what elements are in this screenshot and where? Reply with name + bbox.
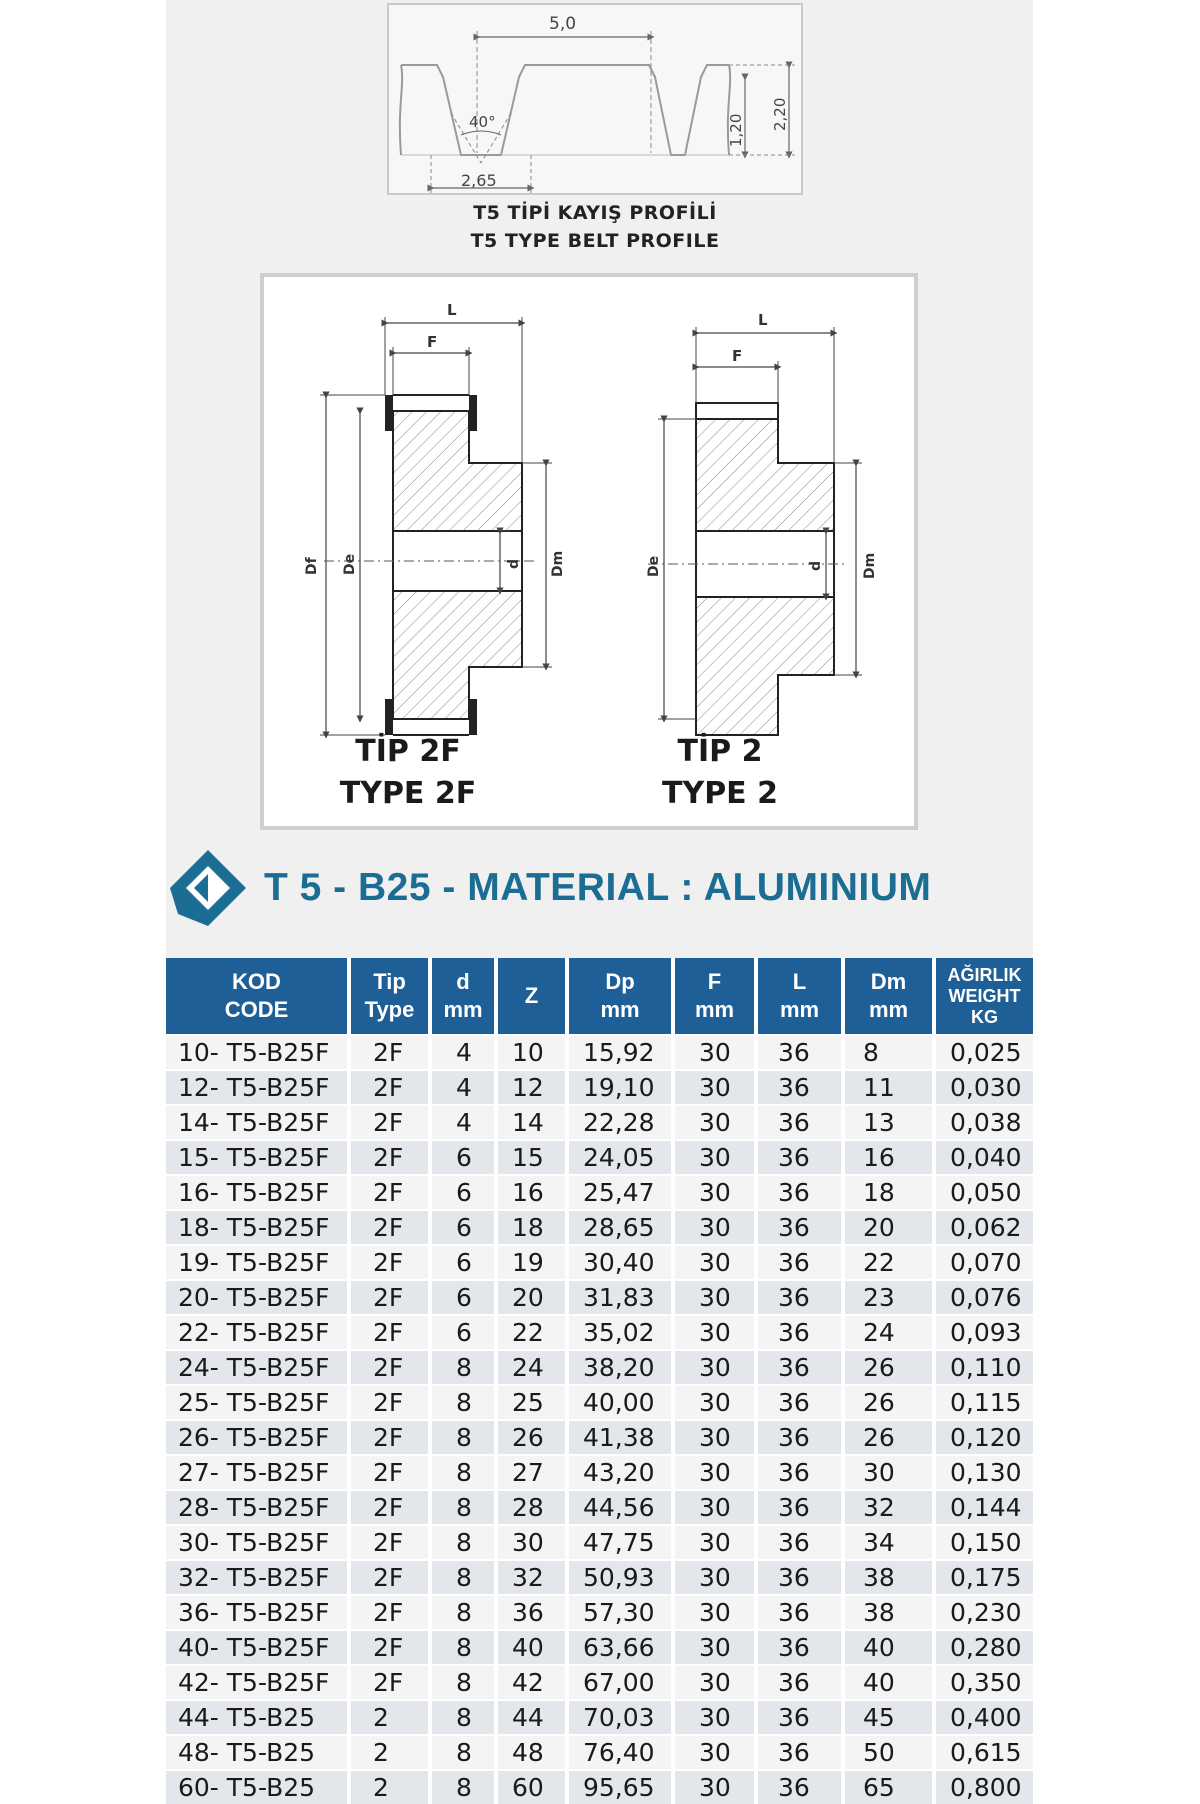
cell-dp: 31,83 <box>567 1280 673 1315</box>
cell-type: 2F <box>349 1630 430 1665</box>
type-2f-caption <box>298 731 518 815</box>
table-row <box>166 1525 1033 1560</box>
cell-dm: 45 <box>843 1700 934 1735</box>
cell-dm: 26 <box>843 1385 934 1420</box>
table-body <box>166 1035 1033 1804</box>
cell-code: 28- T5-B25F <box>166 1490 349 1525</box>
cell-dm: 20 <box>843 1210 934 1245</box>
cell-weight: 0,400 <box>934 1700 1033 1735</box>
cell-d: 6 <box>430 1140 496 1175</box>
cell-code: 44- T5-B25 <box>166 1700 349 1735</box>
type-2f-de-label: De <box>342 553 358 575</box>
type-2f-l-label: L <box>447 301 457 319</box>
cell-code: 48- T5-B25 <box>166 1735 349 1770</box>
cell-f: 30 <box>673 1735 756 1770</box>
cell-code: 20- T5-B25F <box>166 1280 349 1315</box>
cell-weight: 0,615 <box>934 1735 1033 1770</box>
pulley-drawing-box <box>260 273 918 830</box>
cell-d: 8 <box>430 1770 496 1804</box>
cell-code: 32- T5-B25F <box>166 1560 349 1595</box>
cell-dm: 40 <box>843 1630 934 1665</box>
cell-type: 2F <box>349 1070 430 1105</box>
cell-d: 8 <box>430 1735 496 1770</box>
cell-code: 25- T5-B25F <box>166 1385 349 1420</box>
cell-dp: 25,47 <box>567 1175 673 1210</box>
belt-caption-en: T5 TYPE BELT PROFILE <box>470 230 720 252</box>
table-row <box>166 1490 1033 1525</box>
cell-type: 2F <box>349 1560 430 1595</box>
total-height-label: 2,20 <box>771 97 789 131</box>
page-title: T 5 - B25 - MATERIAL : ALUMINIUM <box>264 866 932 909</box>
cell-weight: 0,115 <box>934 1385 1033 1420</box>
cell-dp: 35,02 <box>567 1315 673 1350</box>
cell-weight: 0,350 <box>934 1665 1033 1700</box>
cell-weight: 0,050 <box>934 1175 1033 1210</box>
cell-dm: 26 <box>843 1350 934 1385</box>
type-2-drawing <box>646 311 878 735</box>
cell-z: 16 <box>496 1175 567 1210</box>
cell-z: 28 <box>496 1490 567 1525</box>
cell-type: 2F <box>349 1280 430 1315</box>
cell-d: 8 <box>430 1700 496 1735</box>
type-2f-en: TYPE 2F <box>339 776 477 811</box>
cell-f: 30 <box>673 1490 756 1525</box>
table-row <box>166 1140 1033 1175</box>
cell-z: 25 <box>496 1385 567 1420</box>
cell-z: 18 <box>496 1210 567 1245</box>
cell-dm: 30 <box>843 1455 934 1490</box>
cell-z: 44 <box>496 1700 567 1735</box>
cell-dp: 40,00 <box>567 1385 673 1420</box>
cell-f: 30 <box>673 1105 756 1140</box>
cell-dm: 50 <box>843 1735 934 1770</box>
cell-type: 2 <box>349 1735 430 1770</box>
cell-type: 2F <box>349 1455 430 1490</box>
cell-d: 8 <box>430 1385 496 1420</box>
cell-l: 36 <box>756 1245 843 1280</box>
cell-dm: 40 <box>843 1665 934 1700</box>
cell-weight: 0,038 <box>934 1105 1033 1140</box>
tooth-height-label: 1,20 <box>727 113 745 147</box>
cell-f: 30 <box>673 1630 756 1665</box>
cell-d: 6 <box>430 1280 496 1315</box>
cell-l: 36 <box>756 1280 843 1315</box>
cell-l: 36 <box>756 1595 843 1630</box>
cell-weight: 0,150 <box>934 1525 1033 1560</box>
cell-l: 36 <box>756 1560 843 1595</box>
cell-z: 36 <box>496 1595 567 1630</box>
cell-weight: 0,130 <box>934 1455 1033 1490</box>
cell-dp: 67,00 <box>567 1665 673 1700</box>
cell-d: 6 <box>430 1175 496 1210</box>
col-header-dm: Dm mm <box>843 958 934 1035</box>
cell-weight: 0,040 <box>934 1140 1033 1175</box>
cell-d: 8 <box>430 1525 496 1560</box>
cell-code: 60- T5-B25 <box>166 1770 349 1804</box>
cell-d: 4 <box>430 1105 496 1140</box>
cell-dp: 50,93 <box>567 1560 673 1595</box>
table-row <box>166 1035 1033 1070</box>
cell-d: 4 <box>430 1070 496 1105</box>
cell-type: 2 <box>349 1700 430 1735</box>
table-row <box>166 1280 1033 1315</box>
table-row <box>166 1315 1033 1350</box>
table-row <box>166 1105 1033 1140</box>
type-2f-tr: TİP 2F <box>355 734 461 769</box>
cell-l: 36 <box>756 1630 843 1665</box>
cell-d: 8 <box>430 1490 496 1525</box>
cell-code: 22- T5-B25F <box>166 1315 349 1350</box>
cell-z: 24 <box>496 1350 567 1385</box>
cell-dp: 47,75 <box>567 1525 673 1560</box>
cell-dp: 63,66 <box>567 1630 673 1665</box>
cell-dp: 44,56 <box>567 1490 673 1525</box>
cell-l: 36 <box>756 1140 843 1175</box>
cell-d: 8 <box>430 1665 496 1700</box>
type-2-f-label: F <box>732 347 743 365</box>
table-row <box>166 1350 1033 1385</box>
cell-z: 10 <box>496 1035 567 1070</box>
col-header-l: L mm <box>756 958 843 1035</box>
cell-dp: 95,65 <box>567 1770 673 1804</box>
cell-code: 27- T5-B25F <box>166 1455 349 1490</box>
cell-code: 10- T5-B25F <box>166 1035 349 1070</box>
cell-d: 4 <box>430 1035 496 1070</box>
cell-weight: 0,062 <box>934 1210 1033 1245</box>
type-2-l-label: L <box>758 311 768 329</box>
col-header-weight: AĞIRLIK WEIGHT KG <box>934 958 1033 1035</box>
cell-f: 30 <box>673 1525 756 1560</box>
cell-f: 30 <box>673 1420 756 1455</box>
cell-type: 2F <box>349 1665 430 1700</box>
tooth-width-label: 2,65 <box>461 171 497 190</box>
cell-type: 2F <box>349 1420 430 1455</box>
cell-weight: 0,070 <box>934 1245 1033 1280</box>
cell-code: 14- T5-B25F <box>166 1105 349 1140</box>
cell-type: 2F <box>349 1245 430 1280</box>
cell-type: 2F <box>349 1035 430 1070</box>
cell-code: 42- T5-B25F <box>166 1665 349 1700</box>
cell-z: 48 <box>496 1735 567 1770</box>
cell-code: 15- T5-B25F <box>166 1140 349 1175</box>
cell-weight: 0,025 <box>934 1035 1033 1070</box>
cell-z: 30 <box>496 1525 567 1560</box>
belt-caption-tr: T5 TİPİ KAYIŞ PROFİLİ <box>473 202 717 224</box>
cell-d: 8 <box>430 1455 496 1490</box>
col-header-dp: Dp mm <box>567 958 673 1035</box>
cell-dm: 23 <box>843 1280 934 1315</box>
cell-f: 30 <box>673 1770 756 1804</box>
cell-dp: 28,65 <box>567 1210 673 1245</box>
type-2f-d-label: d <box>506 558 522 569</box>
cell-dm: 22 <box>843 1245 934 1280</box>
cell-dm: 11 <box>843 1070 934 1105</box>
col-header-d: d mm <box>430 958 496 1035</box>
cell-l: 36 <box>756 1455 843 1490</box>
cell-l: 36 <box>756 1070 843 1105</box>
cell-f: 30 <box>673 1245 756 1280</box>
cell-weight: 0,110 <box>934 1350 1033 1385</box>
catalog-page <box>166 0 1033 1800</box>
cell-z: 15 <box>496 1140 567 1175</box>
cell-code: 40- T5-B25F <box>166 1630 349 1665</box>
cell-dp: 43,20 <box>567 1455 673 1490</box>
cell-z: 12 <box>496 1070 567 1105</box>
cell-type: 2F <box>349 1350 430 1385</box>
cell-type: 2F <box>349 1105 430 1140</box>
cell-dm: 16 <box>843 1140 934 1175</box>
cell-dp: 30,40 <box>567 1245 673 1280</box>
angle-label: 40° <box>469 113 496 131</box>
belt-profile-svg <box>389 5 805 197</box>
cell-code: 36- T5-B25F <box>166 1595 349 1630</box>
col-header-f: F mm <box>673 958 756 1035</box>
table-header-row <box>166 958 1033 1035</box>
cell-d: 8 <box>430 1630 496 1665</box>
table-row <box>166 1420 1033 1455</box>
cell-z: 19 <box>496 1245 567 1280</box>
cell-type: 2F <box>349 1595 430 1630</box>
cell-type: 2F <box>349 1385 430 1420</box>
cell-f: 30 <box>673 1560 756 1595</box>
cell-l: 36 <box>756 1175 843 1210</box>
cell-l: 36 <box>756 1315 843 1350</box>
cell-d: 6 <box>430 1245 496 1280</box>
cell-code: 30- T5-B25F <box>166 1525 349 1560</box>
cell-dm: 38 <box>843 1595 934 1630</box>
cell-l: 36 <box>756 1525 843 1560</box>
cell-weight: 0,175 <box>934 1560 1033 1595</box>
cell-code: 26- T5-B25F <box>166 1420 349 1455</box>
table-row <box>166 1175 1033 1210</box>
pitch-label: 5,0 <box>549 14 577 34</box>
cell-weight: 0,120 <box>934 1420 1033 1455</box>
cell-f: 30 <box>673 1595 756 1630</box>
cell-z: 27 <box>496 1455 567 1490</box>
cell-dp: 15,92 <box>567 1035 673 1070</box>
cell-z: 14 <box>496 1105 567 1140</box>
cell-dm: 38 <box>843 1560 934 1595</box>
cell-l: 36 <box>756 1735 843 1770</box>
cell-l: 36 <box>756 1035 843 1070</box>
cell-l: 36 <box>756 1210 843 1245</box>
cell-z: 26 <box>496 1420 567 1455</box>
cell-z: 60 <box>496 1770 567 1804</box>
type-2f-drawing <box>304 301 566 735</box>
cell-dm: 32 <box>843 1490 934 1525</box>
cell-dp: 22,28 <box>567 1105 673 1140</box>
cell-l: 36 <box>756 1420 843 1455</box>
cell-z: 40 <box>496 1630 567 1665</box>
cell-code: 19- T5-B25F <box>166 1245 349 1280</box>
cell-l: 36 <box>756 1665 843 1700</box>
cell-z: 42 <box>496 1665 567 1700</box>
type-2-dm-label: Dm <box>862 552 878 579</box>
table-row <box>166 1595 1033 1630</box>
table-row <box>166 1385 1033 1420</box>
cell-dm: 34 <box>843 1525 934 1560</box>
cell-weight: 0,280 <box>934 1630 1033 1665</box>
cell-f: 30 <box>673 1175 756 1210</box>
table-row <box>166 1735 1033 1770</box>
cell-f: 30 <box>673 1455 756 1490</box>
cell-weight: 0,230 <box>934 1595 1033 1630</box>
table-row <box>166 1560 1033 1595</box>
cell-dp: 76,40 <box>567 1735 673 1770</box>
cell-d: 8 <box>430 1595 496 1630</box>
cell-weight: 0,093 <box>934 1315 1033 1350</box>
cell-l: 36 <box>756 1700 843 1735</box>
cell-weight: 0,144 <box>934 1490 1033 1525</box>
cell-f: 30 <box>673 1385 756 1420</box>
cell-code: 16- T5-B25F <box>166 1175 349 1210</box>
cell-l: 36 <box>756 1490 843 1525</box>
col-header-code: KOD CODE <box>166 958 349 1035</box>
cell-d: 8 <box>430 1350 496 1385</box>
type-2f-f-label: F <box>427 333 438 351</box>
cell-l: 36 <box>756 1105 843 1140</box>
cell-dp: 70,03 <box>567 1700 673 1735</box>
cell-z: 20 <box>496 1280 567 1315</box>
cell-type: 2F <box>349 1525 430 1560</box>
cell-weight: 0,800 <box>934 1770 1033 1804</box>
cell-d: 8 <box>430 1420 496 1455</box>
cell-l: 36 <box>756 1770 843 1804</box>
cell-type: 2F <box>349 1210 430 1245</box>
cell-f: 30 <box>673 1070 756 1105</box>
cell-f: 30 <box>673 1665 756 1700</box>
cell-d: 6 <box>430 1315 496 1350</box>
cell-f: 30 <box>673 1700 756 1735</box>
table-row <box>166 1700 1033 1735</box>
cell-z: 32 <box>496 1560 567 1595</box>
cell-dm: 26 <box>843 1420 934 1455</box>
cell-weight: 0,030 <box>934 1070 1033 1105</box>
cell-f: 30 <box>673 1315 756 1350</box>
cell-f: 30 <box>673 1140 756 1175</box>
cell-type: 2F <box>349 1175 430 1210</box>
cell-d: 8 <box>430 1560 496 1595</box>
type-2f-dm-label: Dm <box>550 550 566 577</box>
cell-l: 36 <box>756 1350 843 1385</box>
cell-d: 6 <box>430 1210 496 1245</box>
type-2-tr: TİP 2 <box>677 734 763 769</box>
cell-f: 30 <box>673 1210 756 1245</box>
cell-f: 30 <box>673 1280 756 1315</box>
cell-type: 2 <box>349 1770 430 1804</box>
cell-code: 12- T5-B25F <box>166 1070 349 1105</box>
col-header-type: Tip Type <box>349 958 430 1035</box>
cell-type: 2F <box>349 1140 430 1175</box>
table-row <box>166 1665 1033 1700</box>
type-2-de-label: De <box>646 555 662 577</box>
type-2-caption <box>610 731 830 815</box>
spec-table <box>166 958 1033 1804</box>
cell-weight: 0,076 <box>934 1280 1033 1315</box>
cell-dm: 8 <box>843 1035 934 1070</box>
cell-dm: 24 <box>843 1315 934 1350</box>
chevron-badge-icon <box>168 846 248 930</box>
cell-code: 24- T5-B25F <box>166 1350 349 1385</box>
table-row <box>166 1630 1033 1665</box>
col-header-z: Z <box>496 958 567 1035</box>
belt-profile-drawing <box>387 3 803 195</box>
cell-dp: 19,10 <box>567 1070 673 1105</box>
table-row <box>166 1245 1033 1280</box>
table-row <box>166 1070 1033 1105</box>
cell-type: 2F <box>349 1490 430 1525</box>
cell-dm: 65 <box>843 1770 934 1804</box>
cell-dp: 57,30 <box>567 1595 673 1630</box>
type-2f-df-label: Df <box>304 557 320 575</box>
table-row <box>166 1770 1033 1804</box>
type-2-en: TYPE 2 <box>662 776 778 811</box>
cell-dp: 24,05 <box>567 1140 673 1175</box>
table-row <box>166 1210 1033 1245</box>
cell-f: 30 <box>673 1035 756 1070</box>
cell-f: 30 <box>673 1350 756 1385</box>
cell-dm: 18 <box>843 1175 934 1210</box>
table-row <box>166 1455 1033 1490</box>
cell-dp: 41,38 <box>567 1420 673 1455</box>
cell-dm: 13 <box>843 1105 934 1140</box>
type-2-d-label: d <box>808 560 824 571</box>
cell-type: 2F <box>349 1315 430 1350</box>
cell-z: 22 <box>496 1315 567 1350</box>
cell-dp: 38,20 <box>567 1350 673 1385</box>
cell-code: 18- T5-B25F <box>166 1210 349 1245</box>
cell-l: 36 <box>756 1385 843 1420</box>
